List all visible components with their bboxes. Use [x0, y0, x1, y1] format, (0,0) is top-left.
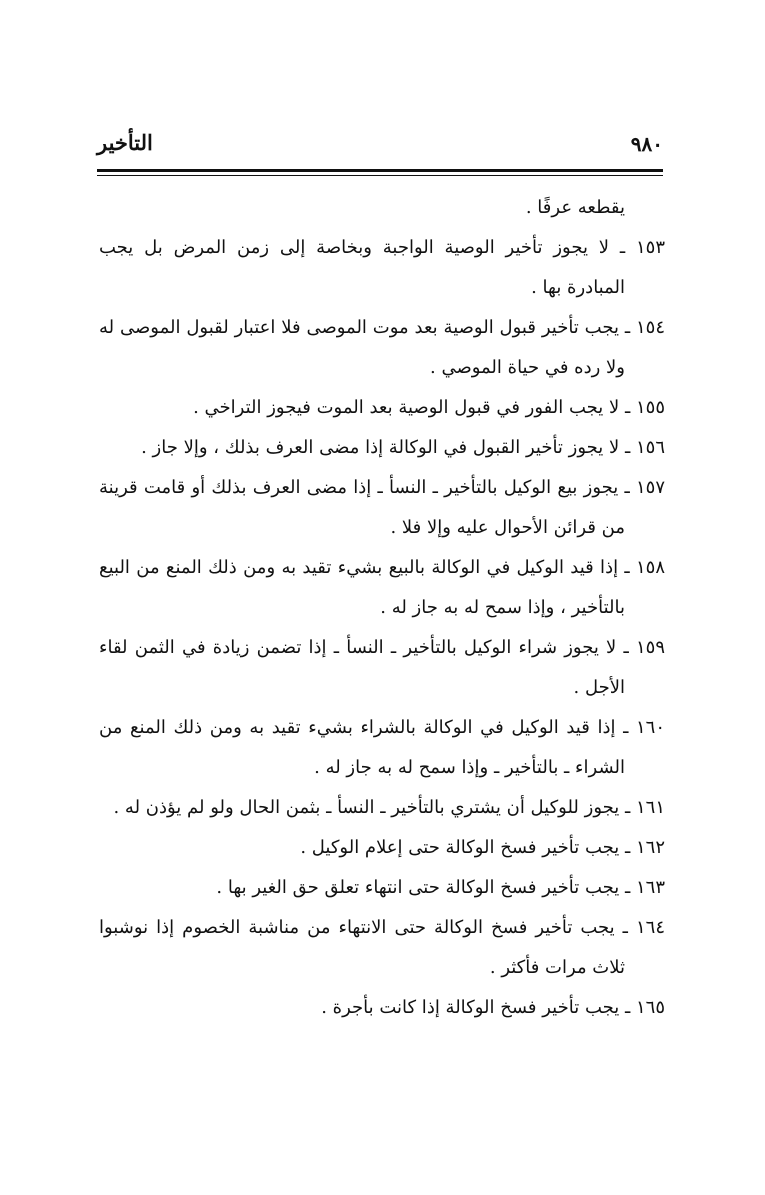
rule-156: ١٥٦ ـ لا يجوز تأخير القبول في الوكالة إذا مضى العرف بذلك ، وإلا جاز .	[141, 437, 665, 458]
rule-162: ١٦٢ ـ يجب تأخير فسخ الوكالة حتى إعلام الوكيل .	[300, 837, 665, 858]
rule-160: ١٦٠ ـ إذا قيد الوكيل في الوكالة بالشراء بشيء تقيد به ومن ذلك المنع من الشراء ـ بالتأخير ـ وإذا سمح له به جاز له .	[99, 717, 665, 778]
rule-164: ١٦٤ ـ يجب تأخير فسخ الوكالة حتى الانتهاء من مناشبة الخصوم إذا نوشبوا ثلاث مرات فأكثر .	[99, 917, 665, 978]
header-rule-thick	[97, 169, 663, 172]
rule-155: ١٥٥ ـ لا يجب الفور في قبول الوصية بعد الموت فيجوز التراخي .	[193, 397, 665, 418]
page-body	[99, 188, 665, 1028]
rule-161: ١٦١ ـ يجوز للوكيل أن يشتري بالتأخير ـ النسأ ـ بثمن الحال ولو لم يؤذن له .	[113, 797, 665, 818]
rule-163: ١٦٣ ـ يجب تأخير فسخ الوكالة حتى انتهاء تعلق حق الغير بها .	[216, 877, 665, 898]
page-header	[97, 128, 663, 164]
rule-159: ١٥٩ ـ لا يجوز شراء الوكيل بالتأخير ـ النسأ ـ إذا تضمن زيادة في الثمن لقاء الأجل .	[99, 637, 665, 698]
page-number: ٩٨٠	[630, 132, 663, 156]
continuation-text: يقطعه عرفًا .	[525, 197, 625, 218]
rule-157: ١٥٧ ـ يجوز بيع الوكيل بالتأخير ـ النسأ ـ إذا مضى العرف بذلك أو قامت قرينة من قرائن الأحوال عليه وإلا فلا .	[99, 477, 665, 538]
rule-153: ١٥٣ ـ لا يجوز تأخير الوصية الواجبة وبخاصة إلى زمن المرض بل يجب المبادرة بها .	[99, 237, 665, 298]
rule-165: ١٦٥ ـ يجب تأخير فسخ الوكالة إذا كانت بأجرة .	[321, 997, 665, 1018]
header-rule-thin	[97, 175, 663, 176]
rule-158: ١٥٨ ـ إذا قيد الوكيل في الوكالة بالبيع بشيء تقيد به ومن ذلك المنع من البيع بالتأخير ، وإذا سمح له به جاز له .	[99, 557, 665, 618]
running-title: التأخير	[97, 130, 153, 155]
rule-154: ١٥٤ ـ يجب تأخير قبول الوصية بعد موت الموصى فلا اعتبار لقبول الموصى له ولا رده في حياة الموصي .	[99, 317, 665, 378]
